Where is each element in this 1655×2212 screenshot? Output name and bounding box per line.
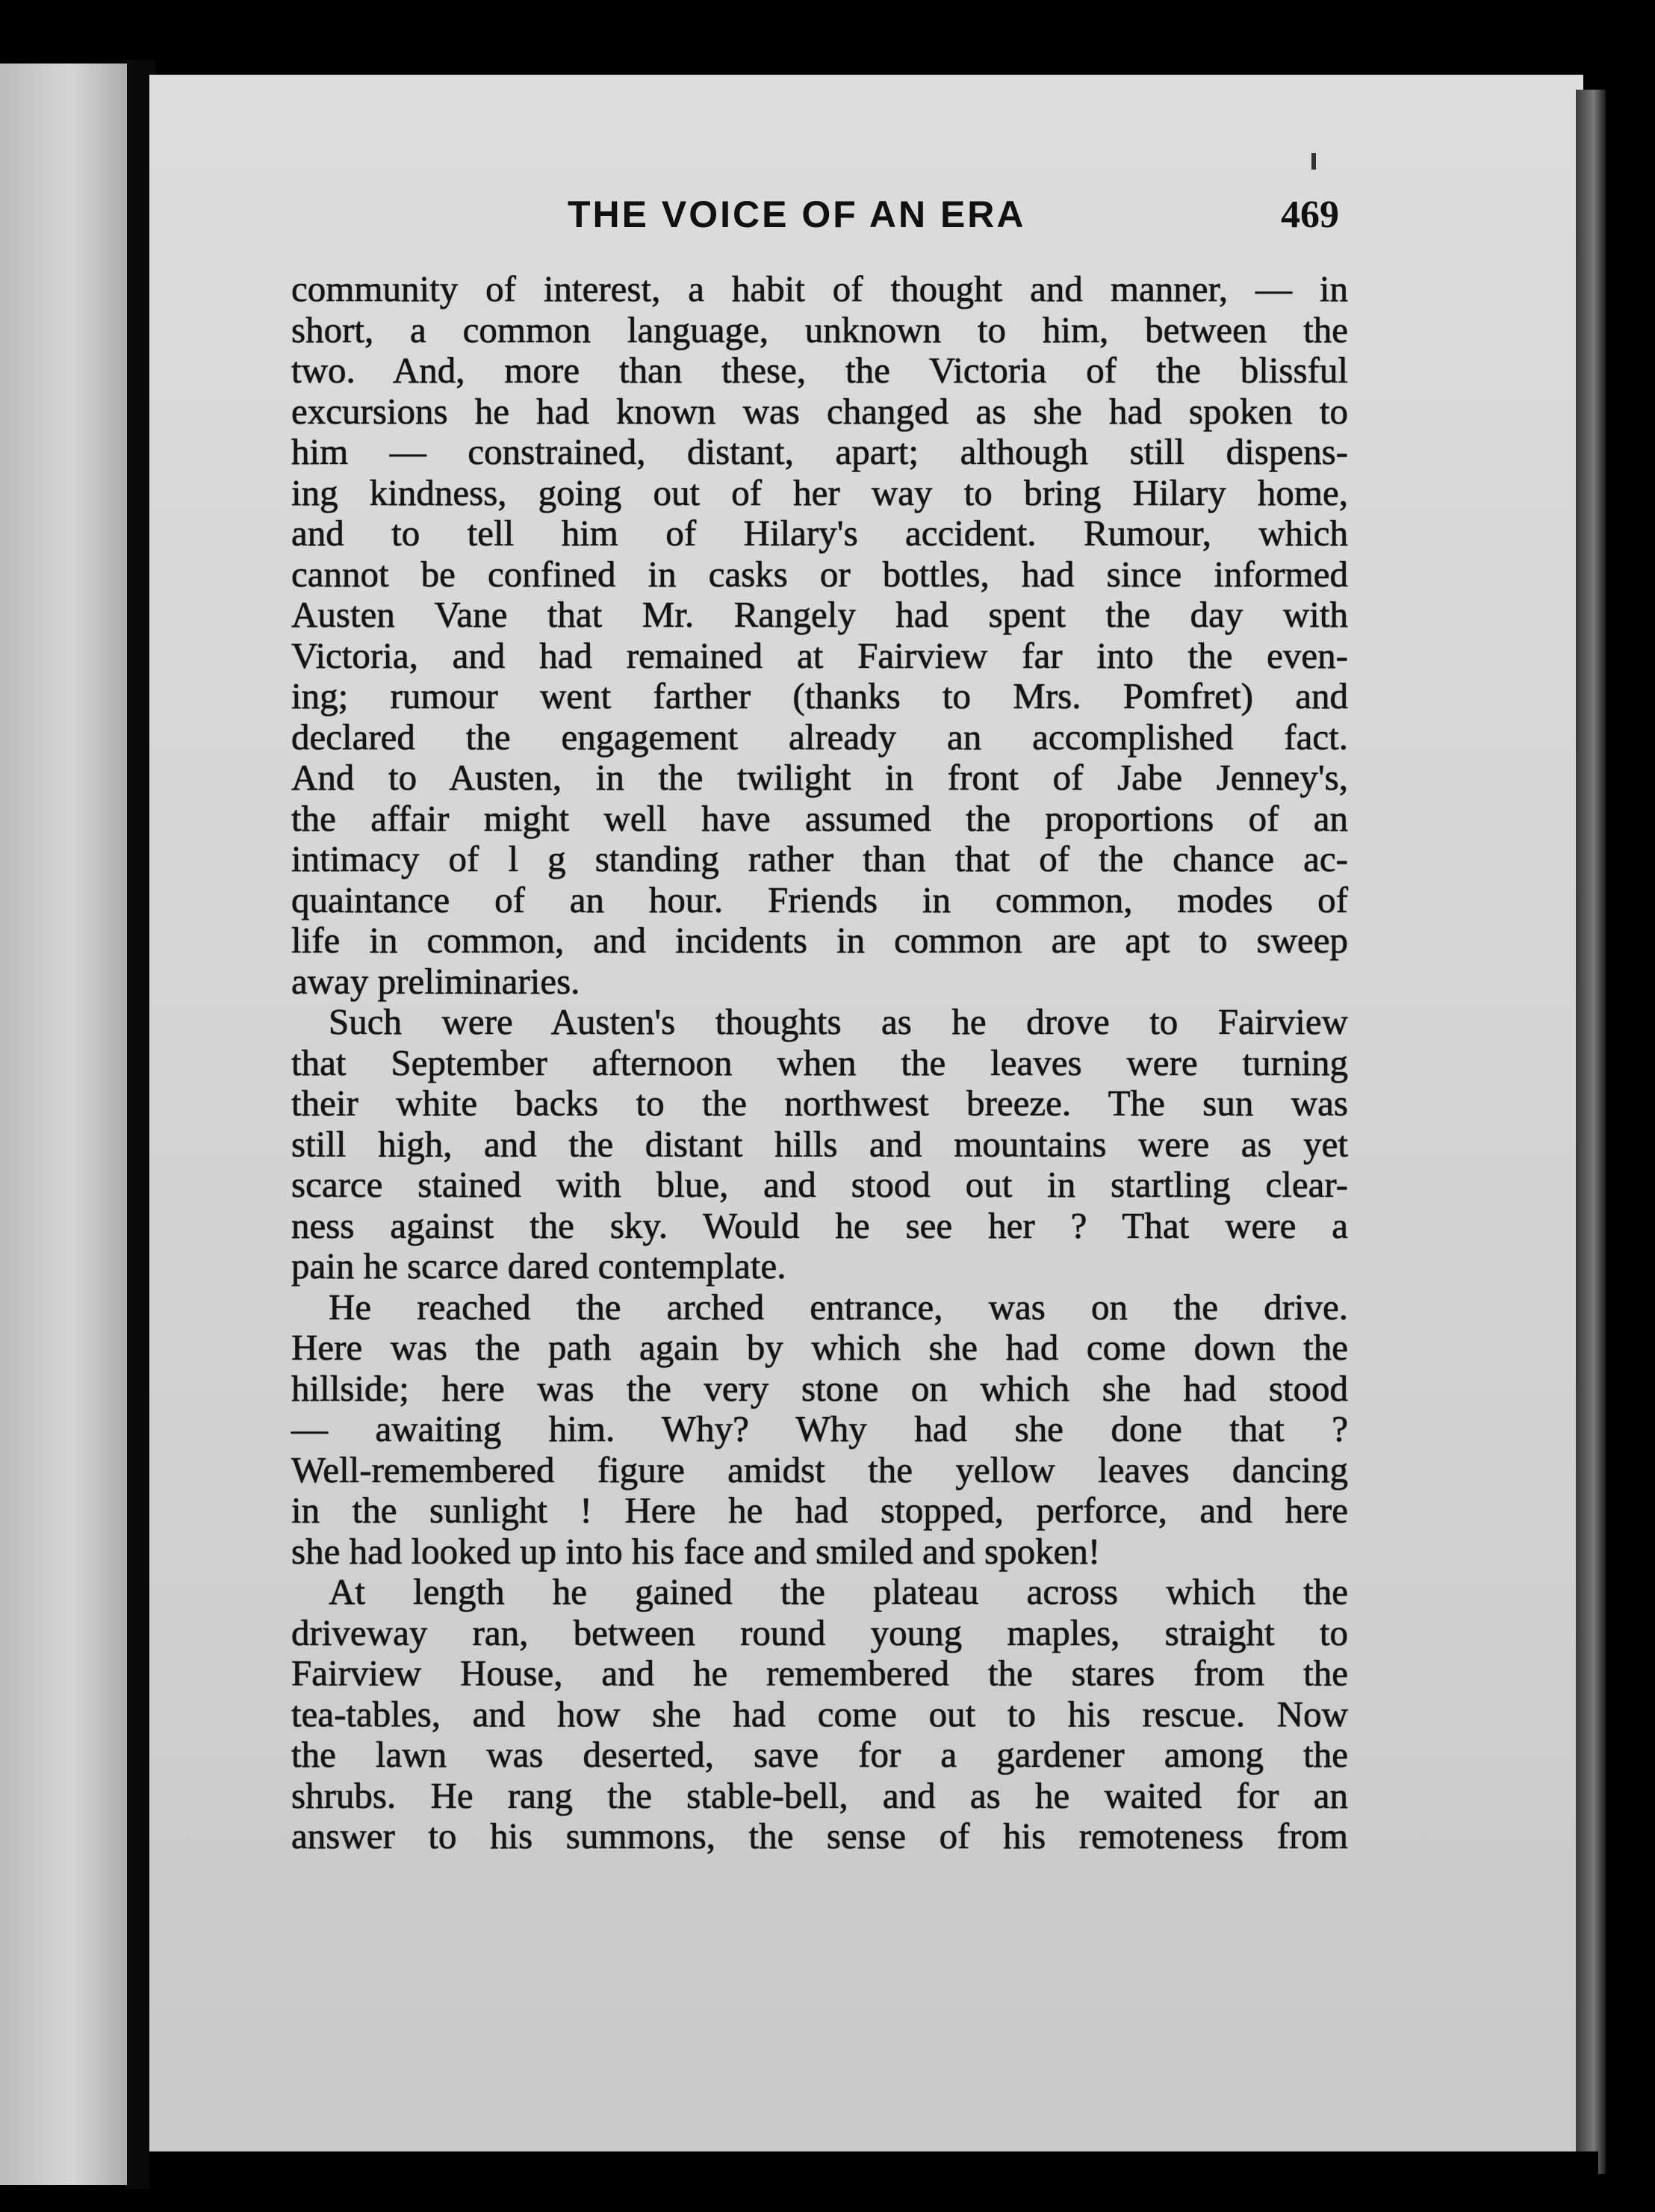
facing-page-edge <box>0 63 131 2185</box>
text-line: answer to his summons, the sense of his remoteness from <box>291 1815 1348 1856</box>
text-line: He reached the arched entrance, was on the drive. <box>329 1286 1348 1327</box>
scan-mark <box>1311 153 1316 170</box>
text-line: Well-remembered figure amidst the yellow leaves dancing <box>291 1449 1348 1490</box>
body-text <box>291 269 1348 1857</box>
text-line: short, a common language, unknown to him, between the <box>291 309 1348 350</box>
text-line: quaintance of an hour. Friends in common, modes of <box>291 879 1348 920</box>
page-number: 469 <box>1281 193 1339 236</box>
text-line: At length he gained the plateau across which the <box>329 1571 1348 1612</box>
text-line: that September afternoon when the leaves were turning <box>291 1041 1348 1083</box>
text-line: shrubs. He rang the stable-bell, and as he waited for an <box>291 1774 1348 1816</box>
text-line: scarce stained with blue, and stood out in startling clear- <box>291 1164 1348 1205</box>
text-line: and to tell him of Hilary's accident. Rumour, which <box>291 512 1348 554</box>
text-line: pain he scarce dared contemplate. <box>291 1245 786 1286</box>
text-line: away preliminaries. <box>291 960 580 1002</box>
text-line: Such were Austen's thoughts as he drove to Fairview <box>329 1001 1348 1042</box>
page-header <box>299 193 1344 245</box>
page-stack-edge <box>1576 90 1606 2174</box>
text-line: ing kindness, going out of her way to bring Hilary home, <box>291 471 1348 513</box>
text-line: tea-tables, and how she had come out to his rescue. Now <box>291 1693 1348 1735</box>
text-line: their white backs to the northwest breeze. The sun was <box>291 1082 1348 1124</box>
text-line: the lawn was deserted, save for a gardener among the <box>291 1734 1348 1775</box>
text-line: ing; rumour went farther (thanks to Mrs. Pomfret) and <box>291 675 1348 716</box>
text-line: community of interest, a habit of thought and manner, — in <box>291 268 1348 309</box>
text-line: cannot be confined in casks or bottles, had since informed <box>291 553 1348 595</box>
text-line: the affair might well have assumed the proportions of an <box>291 797 1348 839</box>
text-line: him — constrained, distant, apart; although still dispens- <box>291 431 1348 472</box>
text-line: still high, and the distant hills and mountains were as yet <box>291 1123 1348 1165</box>
text-line: — awaiting him. Why? Why had she done that ? <box>291 1408 1348 1449</box>
text-line: ness against the sky. Would he see her ? That were a <box>291 1204 1348 1246</box>
text-line: she had looked up into his face and smiled and spoken! <box>291 1530 1101 1572</box>
text-line: driveway ran, between round young maples, straight to <box>291 1611 1348 1653</box>
text-line: intimacy of l g standing rather than that of the chance ac- <box>291 838 1348 879</box>
text-line: two. And, more than these, the Victoria of the blissful <box>291 350 1348 391</box>
scan-border <box>149 2151 1598 2212</box>
text-line: Here was the path again by which she had come down the <box>291 1327 1348 1368</box>
text-line: hillside; here was the very stone on which she had stood <box>291 1367 1348 1409</box>
text-line: excursions he had known was changed as she had spoken to <box>291 390 1348 432</box>
text-line: Fairview House, and he remembered the stares from the <box>291 1652 1348 1694</box>
text-line: in the sunlight ! Here he had stopped, perforce, and here <box>291 1490 1348 1531</box>
running-title: THE VOICE OF AN ERA <box>568 193 1026 235</box>
text-line: declared the engagement already an accomplished fact. <box>291 716 1348 758</box>
text-line: And to Austen, in the twilight in front of Jabe Jenney's, <box>291 757 1348 798</box>
text-line: Austen Vane that Mr. Rangely had spent the day with <box>291 594 1348 635</box>
text-line: life in common, and incidents in common are apt to sweep <box>291 920 1348 961</box>
text-line: Victoria, and had remained at Fairview far into the even- <box>291 634 1348 676</box>
